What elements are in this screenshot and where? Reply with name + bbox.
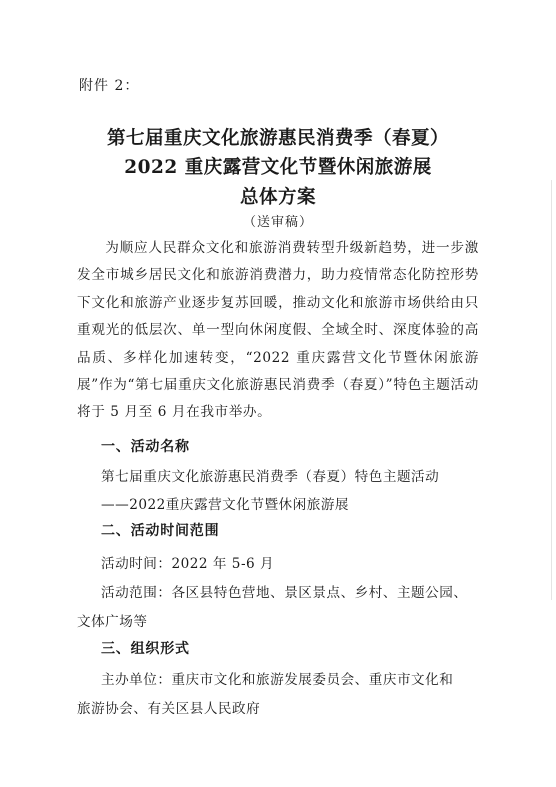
title-line-1: 第七届重庆文化旅游惠民消费季（春夏） — [106, 128, 449, 149]
section-heading-3: 三、组织形式 — [101, 641, 190, 657]
attachment-label: 附件 2： — [79, 78, 140, 94]
intro-paragraph — [77, 235, 479, 427]
title-line-2: 2022 重庆露营文化节暨休闲旅游展 — [124, 157, 432, 178]
host-units-line-1: 主办单位：重庆市文化和旅游发展委员会、重庆市文化和 — [101, 672, 454, 688]
page-edge-line — [551, 180, 552, 600]
activity-name-line-1: 第七届重庆文化旅游惠民消费季（春夏）特色主题活动 — [101, 469, 440, 485]
host-units-line-2: 旅游协会、有关区县人民政府 — [77, 701, 261, 717]
activity-time: 活动时间：2022 年 5-6 月 — [101, 556, 275, 572]
draft-note: （送审稿） — [242, 215, 313, 230]
section-heading-2: 二、活动时间范围 — [101, 523, 220, 539]
intro-text: 为顺应人民群众文化和旅游消费转型升级新趋势，进一步激发全市城乡居民文化和旅游消费潜力，助力疫情常态化防控形势下文化和旅游产业逐步复苏回暖，推动文化和旅游市场供给由只重观光的低层次、单一型向休闲度假、全域全时、深度体验的高品质、多样化加速转变，“2022 重庆露营文化节暨休闲旅游展”作为“第七届重庆文化旅游惠民消费季（春夏）”特色主题活动将于 5 月至 6 月在我市举办。 — [77, 240, 479, 421]
section-heading-1: 一、活动名称 — [101, 439, 190, 455]
title-line-3: 总体方案 — [239, 187, 316, 208]
activity-scope-line-2: 文体广场等 — [77, 614, 148, 630]
activity-name-line-2: ——2022重庆露营文化节暨休闲旅游展 — [101, 497, 350, 513]
activity-scope-line-1: 活动范围：各区县特色营地、景区景点、乡村、主题公园、 — [101, 585, 468, 601]
